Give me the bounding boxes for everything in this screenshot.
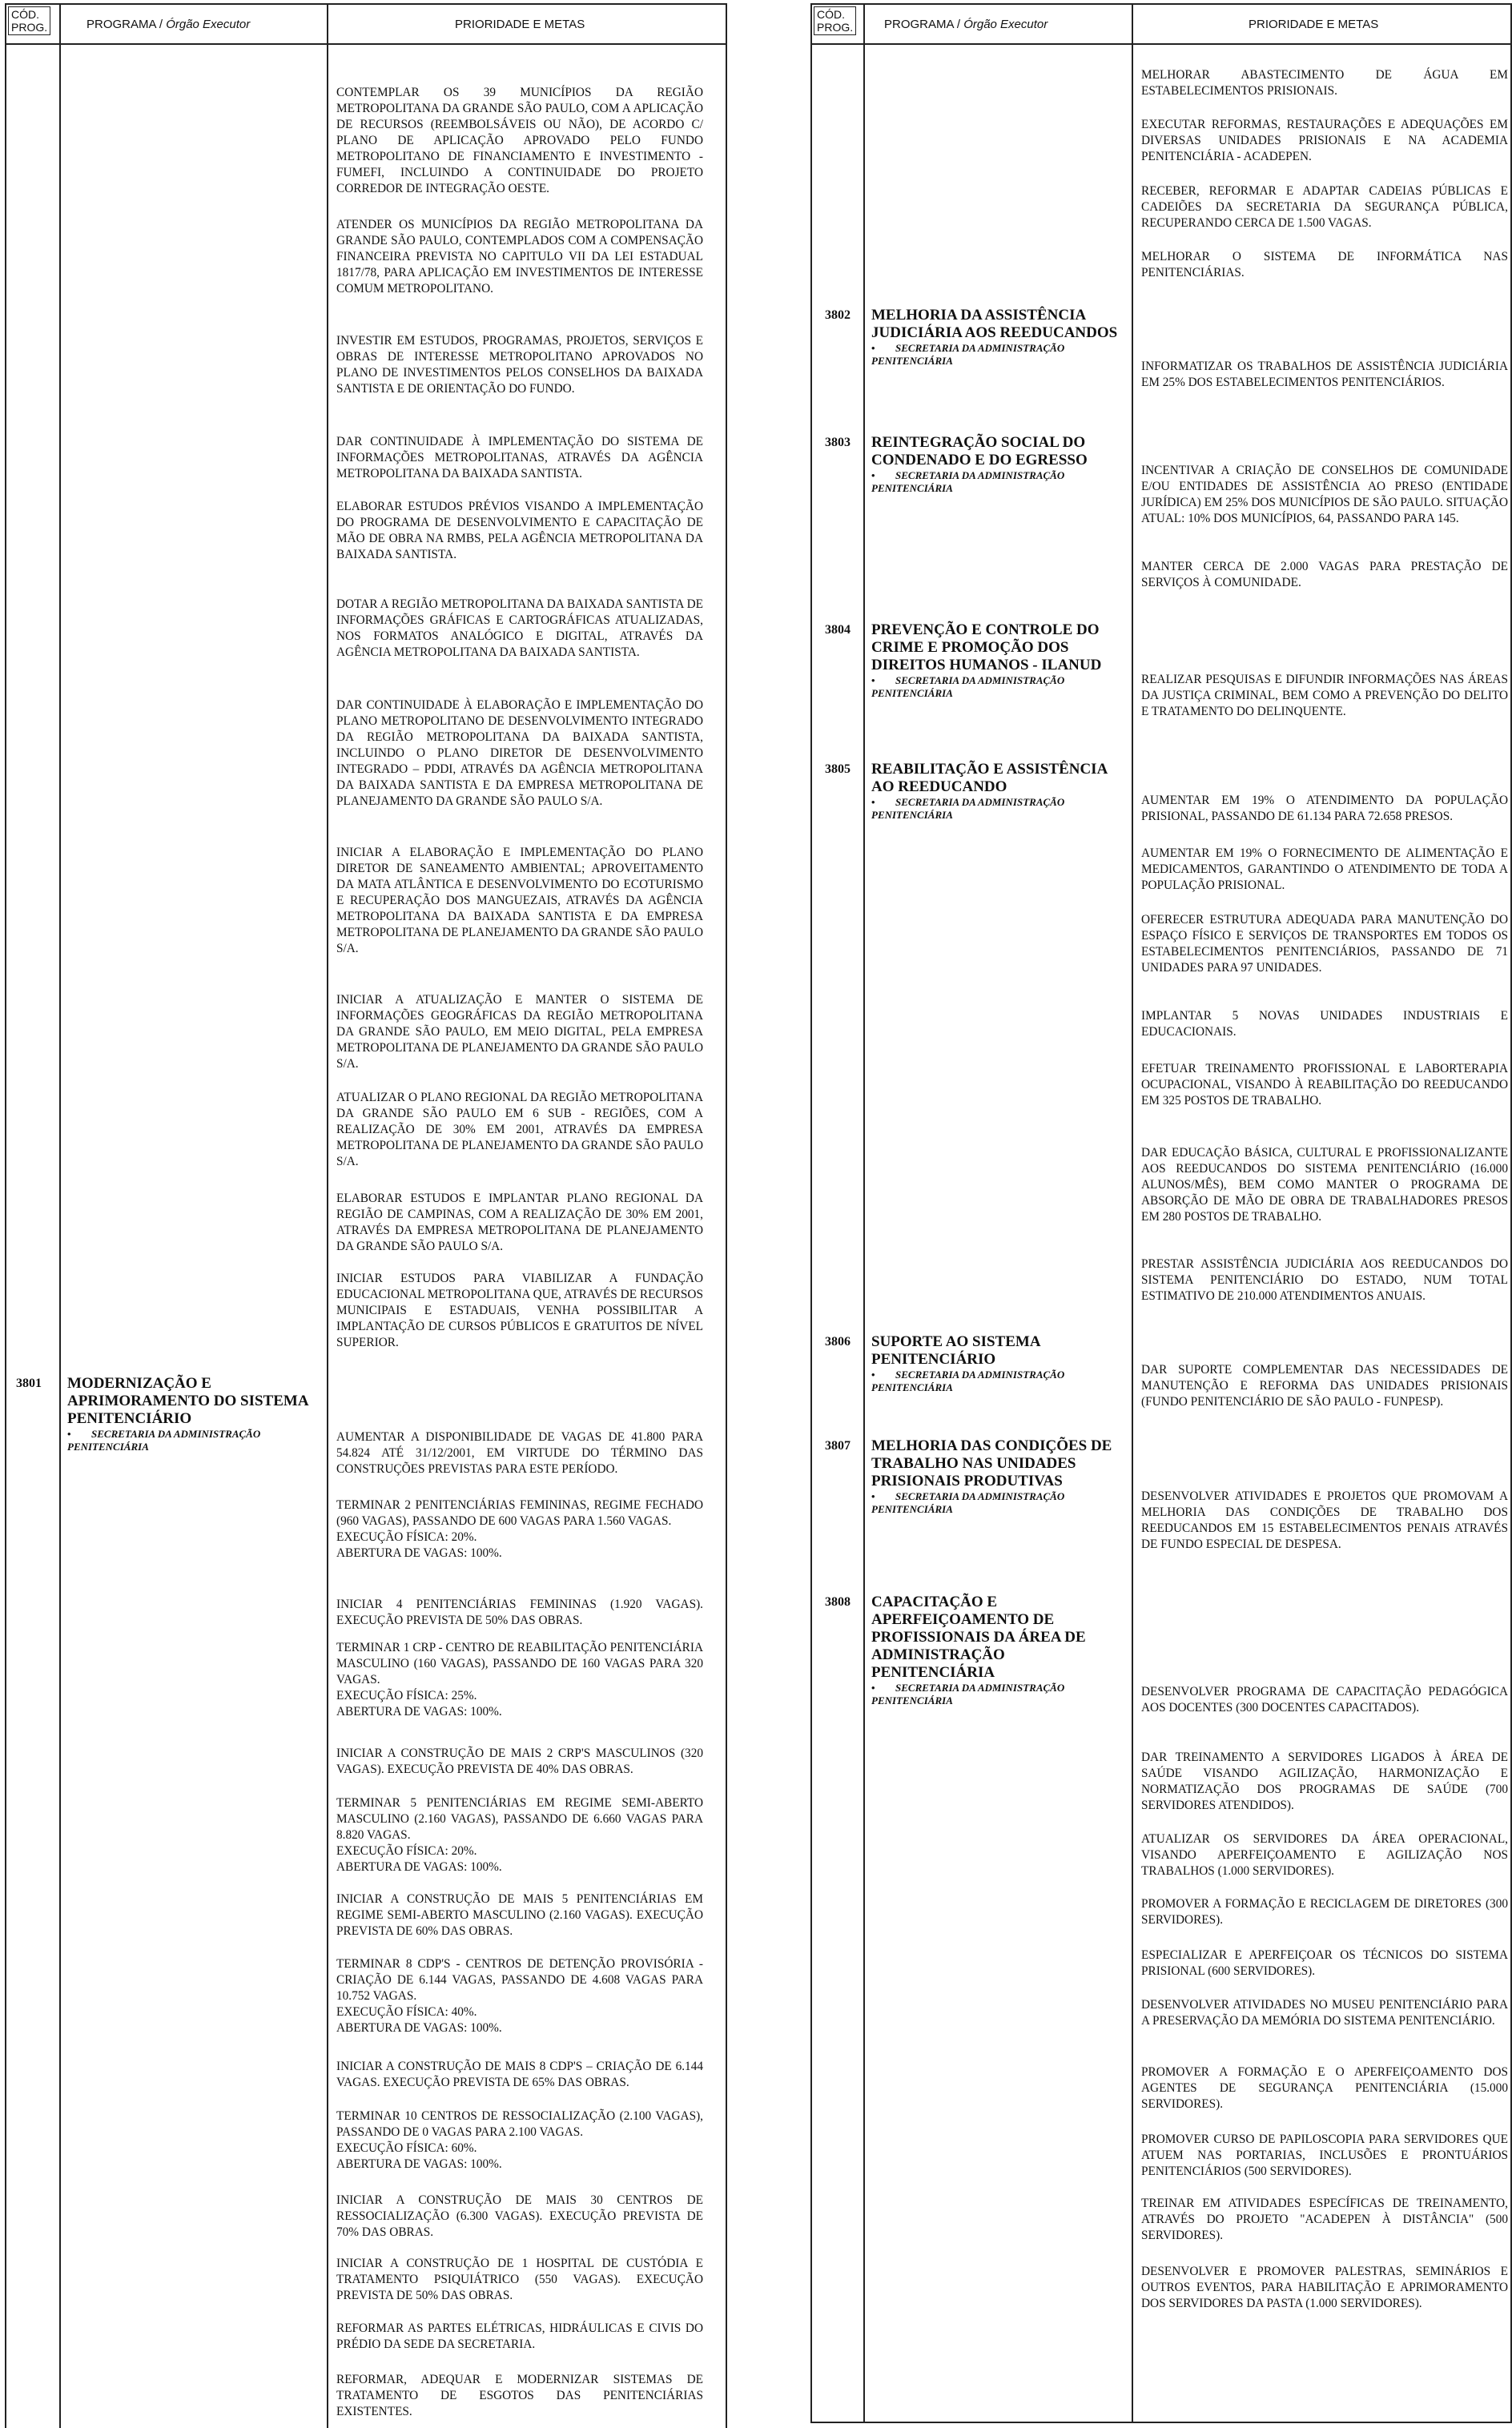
goal-item: REFORMAR AS PARTES ELÉTRICAS, HIDRÁULICAS E CIVIS DO PRÉDIO DA SEDE DA SECRETARIA. (336, 2321, 703, 2351)
program-code: 3807 (825, 1439, 850, 1453)
executor-name: SECRETARIA DA ADMINISTRAÇÃO PENITENCIÁRIA (67, 1428, 261, 1453)
goal-item: INICIAR 4 PENITENCIÁRIAS FEMININAS (1.920 VAGAS). EXECUÇÃO PREVISTA DE 50% DAS OBRAS. (336, 1598, 703, 1627)
goal-item: AUMENTAR EM 19% O ATENDIMENTO DA POPULAÇÃO PRISIONAL, PASSANDO DE 61.134 PARA 72.658 PRESOS. (1141, 794, 1508, 823)
goal-item: INICIAR A CONSTRUÇÃO DE MAIS 30 CENTROS DE RESSOCIALIZAÇÃO (6.300 VAGAS). EXECUÇÃO PREVISTA DE 70% DAS OBRAS. (336, 2193, 703, 2239)
program-name: MELHORIA DA ASSISTÊNCIA JUDICIÁRIA AOS REEDUCANDOS (871, 307, 1118, 341)
program-executor (871, 1369, 1120, 1394)
goal-item: DOTAR A REGIÃO METROPOLITANA DA BAIXADA SANTISTA DE INFORMAÇÕES GRÁFICAS E CARTOGRÁFICAS ATUALIZADAS, NOS FORMATOS ANALÓGICO E DIGITAL, ATRAVÉS DA AGÊNCIA METROPOLITANA DA BAIXADA SANTISTA. (336, 597, 703, 659)
goal-item: ATENDER OS MUNICÍPIOS DA REGIÃO METROPOLITANA DA GRANDE SÃO PAULO, CONTEMPLADOS COM A COMPENSAÇÃO FINANCEIRA PREVISTA NO CAPITULO VII DA LEI ESTADUAL 1817/78, PARA APLICAÇÃO EM INVESTIMENTOS DE INTERESSE COMUM METROPOLITANO. (336, 218, 703, 295)
code-label-2: PROG. (817, 21, 854, 34)
executor-name: SECRETARIA DA ADMINISTRAÇÃO PENITENCIÁRIA (871, 1369, 1065, 1393)
code-label: CÓD. (817, 8, 845, 21)
bullet-icon: • (871, 796, 875, 808)
goal-item: EFETUAR TREINAMENTO PROFISSIONAL E LABORTERAPIA OCUPACIONAL, VISANDO À REABILITAÇÃO DO REEDUCANDO EM 325 POSTOS DE TRABALHO. (1141, 1062, 1508, 1107)
goal-item: ESPECIALIZAR E APERFEIÇOAR OS TÉCNICOS DO SISTEMA PRISIONAL (600 SERVIDORES). (1141, 1948, 1508, 1978)
goal-item: TERMINAR 2 PENITENCIÁRIAS FEMININAS, REGIME FECHADO (960 VAGAS), PASSANDO DE 600 VAGAS PARA 1.560 VAGAS. EXECUÇÃO FÍSICA: 20%. ABERTURA DE VAGAS: 100%. (336, 1498, 703, 1560)
program-code: 3805 (825, 762, 850, 776)
program-entry (871, 434, 1120, 495)
goal-item: DAR EDUCAÇÃO BÁSICA, CULTURAL E PROFISSIONALIZANTE AOS REEDUCANDOS DO SISTEMA PENITENCIÁRIO (16.000 ALUNOS/MÊS), BEM COMO MANTER O PROGRAMA DE ABSORÇÃO DE MÃO DE OBRA DE TRABALHADORES PRESOS EM 280 POSTOS DE TRABALHO. (1141, 1146, 1508, 1224)
executor-name: SECRETARIA DA ADMINISTRAÇÃO PENITENCIÁRIA (871, 796, 1065, 821)
goal-item: INICIAR A CONSTRUÇÃO DE MAIS 8 CDP'S – CRIAÇÃO DE 6.144 VAGAS. EXECUÇÃO PREVISTA DE 65% DAS OBRAS. (336, 2060, 703, 2089)
code-label-2: PROG. (11, 21, 48, 34)
program-entry (871, 761, 1120, 822)
program-executor (871, 796, 1120, 822)
program-executor (871, 674, 1120, 700)
priorities-column-header: PRIORIDADE E METAS (455, 18, 585, 31)
goal-item: INVESTIR EM ESTUDOS, PROGRAMAS, PROJETOS, SERVIÇOS E OBRAS DE INTERESSE METROPOLITANO APROVADOS NO PLANO DE INVESTIMENTOS PELOS CONSELHOS DA BAIXADA SANTISTA E DE ORIENTAÇÃO DO FUNDO. (336, 334, 703, 396)
program-code: 3801 (16, 1377, 42, 1390)
goal-item: RECEBER, REFORMAR E ADAPTAR CADEIAS PÚBLICAS E CADEIÕES DA SECRETARIA DA SEGURANÇA PÚBLICA, RECUPERANDO CERCA DE 1.500 VAGAS. (1141, 184, 1508, 230)
column-divider (327, 3, 328, 2428)
program-executor (871, 342, 1120, 368)
bullet-icon: • (871, 342, 875, 354)
goal-item: PROMOVER A FORMAÇÃO E O APERFEIÇOAMENTO DOS AGENTES DE SEGURANÇA PENITENCIÁRIA (15.000 SERVIDORES). (1141, 2065, 1508, 2111)
executor-label: Órgão Executor (963, 18, 1048, 31)
program-label: PROGRAMA / (884, 18, 964, 31)
goal-item: DESENVOLVER PROGRAMA DE CAPACITAÇÃO PEDAGÓGICA AOS DOCENTES (300 DOCENTES CAPACITADOS). (1141, 1685, 1508, 1714)
table-header (812, 3, 1510, 45)
goal-item: CONTEMPLAR OS 39 MUNICÍPIOS DA REGIÃO METROPOLITANA DA GRANDE SÃO PAULO, COM A APLICAÇÃO DE RECURSOS (REEMBOLSÁVEIS OU NÃO), DE ACORDO C/ PLANO DE APLICAÇÃO APROVADO PELO FUNDO METROPOLITANO DE FINANCIAMENTO E INVESTIMENTO - FUMEFI, INCLUINDO A CONTINUIDADE DO PROJETO CORREDOR DE INTEGRAÇÃO OESTE. (336, 86, 703, 195)
program-name: MELHORIA DAS CONDIÇÕES DE TRABALHO NAS UNIDADES PRISIONAIS PRODUTIVAS (871, 1437, 1112, 1489)
goal-item: DESENVOLVER ATIVIDADES E PROJETOS QUE PROMOVAM A MELHORIA DAS CONDIÇÕES DE TRABALHO DOS REEDUCANDOS EM 15 ESTABELECIMENTOS PENAIS ATRAVÉS DE FUNDO ESPECIAL DE DESPESA. (1141, 1489, 1508, 1551)
goal-item: DAR SUPORTE COMPLEMENTAR DAS NECESSIDADES DE MANUTENÇÃO E REFORMA DAS UNIDADES PRISIONAIS (FUNDO PENITENCIÁRIO DE SÃO PAULO - FUNPESP). (1141, 1363, 1508, 1409)
executor-name: SECRETARIA DA ADMINISTRAÇÃO PENITENCIÁRIA (871, 674, 1065, 699)
program-name: MODERNIZAÇÃO E APRIMORAMENTO DO SISTEMA PENITENCIÁRIO (67, 1375, 308, 1427)
program-name: SUPORTE AO SISTEMA PENITENCIÁRIO (871, 1333, 1040, 1368)
goal-item: DAR CONTINUIDADE À IMPLEMENTAÇÃO DO SISTEMA DE INFORMAÇÕES METROPOLITANAS, ATRAVÉS DA AGÊNCIA METROPOLITANA DA BAIXADA SANTISTA. (336, 435, 703, 480)
goal-item: ELABORAR ESTUDOS PRÉVIOS VISANDO A IMPLEMENTAÇÃO DO PROGRAMA DE DESENVOLVIMENTO E CAPACITAÇÃO DE MÃO DE OBRA NA RMBS, PELA AGÊNCIA METROPOLITANA DA BAIXADA SANTISTA. (336, 500, 703, 561)
left-page (5, 3, 727, 2428)
goal-item: TREINAR EM ATIVIDADES ESPECÍFICAS DE TREINAMENTO, ATRAVÉS DO PROJETO "ACADEPEN À DISTÂNCIA" (500 SERVIDORES). (1141, 2197, 1508, 2242)
goal-item: INICIAR ESTUDOS PARA VIABILIZAR A FUNDAÇÃO EDUCACIONAL METROPOLITANA QUE, ATRAVÉS DE RECURSOS MUNICIPAIS E ESTADUAIS, VENHA POSSIBILITAR A IMPLANTAÇÃO DE CURSOS PÚBLICOS E GRATUITOS DE NÍVEL SUPERIOR. (336, 1272, 703, 1349)
program-label: PROGRAMA / (86, 18, 167, 31)
code-column-header (814, 6, 856, 35)
goal-item: INCENTIVAR A CRIAÇÃO DE CONSELHOS DE COMUNIDADE E/OU ENTIDADES DE ASSISTÊNCIA AO PRESO (ENTIDADE JURÍDICA) EM 25% DOS MUNICÍPIOS DE SÃO PAULO. SITUAÇÃO ATUAL: 10% DOS MUNICÍPIOS, 64, PASSANDO PARA 145. (1141, 464, 1508, 525)
executor-name: SECRETARIA DA ADMINISTRAÇÃO PENITENCIÁRIA (871, 1682, 1065, 1706)
goal-item: REALIZAR PESQUISAS E DIFUNDIR INFORMAÇÕES NAS ÁREAS DA JUSTIÇA CRIMINAL, BEM COMO A PREVENÇÃO DO DELITO E TRATAMENTO DO DELINQUENTE. (1141, 673, 1508, 718)
goal-item: MANTER CERCA DE 2.000 VAGAS PARA PRESTAÇÃO DE SERVIÇOS À COMUNIDADE. (1141, 560, 1508, 589)
program-executor (67, 1428, 316, 1453)
goal-item: EXECUTAR REFORMAS, RESTAURAÇÕES E ADEQUAÇÕES EM DIVERSAS UNIDADES PRISIONAIS E NA ACADEMIA PENITENCIÁRIA - ACADEPEN. (1141, 118, 1508, 163)
goal-item: ATUALIZAR OS SERVIDORES DA ÁREA OPERACIONAL, VISANDO APERFEIÇOAMENTO E AGILIZAÇÃO NOS TRABALHOS (1.000 SERVIDORES). (1141, 1832, 1508, 1878)
goal-item: TERMINAR 1 CRP - CENTRO DE REABILITAÇÃO PENITENCIÁRIA MASCULINO (160 VAGAS), PASSANDO DE 160 VAGAS PARA 320 VAGAS. EXECUÇÃO FÍSICA: 25%. ABERTURA DE VAGAS: 100%. (336, 1641, 703, 1718)
program-entry (871, 1594, 1120, 1707)
program-executor (871, 1490, 1120, 1516)
program-entry (871, 1437, 1120, 1516)
program-executor (871, 1682, 1120, 1707)
goal-item: ATUALIZAR O PLANO REGIONAL DA REGIÃO METROPOLITANA DA GRANDE SÃO PAULO EM 6 SUB - REGIÕES, COM A REALIZAÇÃO DE 30% EM 2001, ATRAVÉS DA EMPRESA METROPOLITANA DE PLANEJAMENTO DA GRANDE SÃO PAULO S/A. (336, 1091, 703, 1168)
right-page (810, 3, 1512, 2423)
executor-name: SECRETARIA DA ADMINISTRAÇÃO PENITENCIÁRIA (871, 1490, 1065, 1515)
program-code: 3802 (825, 308, 850, 322)
column-divider (1132, 3, 1133, 2422)
program-column-header (86, 18, 250, 31)
code-label: CÓD. (11, 8, 39, 21)
program-name: PREVENÇÃO E CONTROLE DO CRIME E PROMOÇÃO DOS DIREITOS HUMANOS - ILANUD (871, 621, 1102, 673)
goal-item: ELABORAR ESTUDOS E IMPLANTAR PLANO REGIONAL DA REGIÃO DE CAMPINAS, COM A REALIZAÇÃO DE 30% EM 2001, ATRAVÉS DA EMPRESA METROPOLITANA DE PLANEJAMENTO DA GRANDE SÃO PAULO S/A. (336, 1192, 703, 1253)
goal-item: AUMENTAR A DISPONIBILIDADE DE VAGAS DE 41.800 PARA 54.824 ATÉ 31/12/2001, EM VIRTUDE DO TÉRMINO DAS CONSTRUÇÕES PREVISTAS PARA ESTE PERÍODO. (336, 1430, 703, 1476)
program-entry (871, 1333, 1120, 1394)
bullet-icon: • (871, 1682, 875, 1694)
executor-name: SECRETARIA DA ADMINISTRAÇÃO PENITENCIÁRIA (871, 342, 1065, 367)
program-name: REINTEGRAÇÃO SOCIAL DO CONDENADO E DO EGRESSO (871, 434, 1088, 468)
program-column-header (884, 18, 1048, 31)
goal-item: PRESTAR ASSISTÊNCIA JUDICIÁRIA AOS REEDUCANDOS DO SISTEMA PENITENCIÁRIO DO ESTADO, NUM TOTAL ESTIMATIVO DE 210.000 ATENDIMENTOS ANUAIS. (1141, 1257, 1508, 1303)
goal-item: INICIAR A CONSTRUÇÃO DE 1 HOSPITAL DE CUSTÓDIA E TRATAMENTO PSIQUIÁTRICO (550 VAGAS). EXECUÇÃO PREVISTA DE 50% DAS OBRAS. (336, 2257, 703, 2302)
bullet-icon: • (871, 1490, 875, 1502)
program-name: REABILITAÇÃO E ASSISTÊNCIA AO REEDUCANDO (871, 761, 1108, 795)
program-entry (871, 307, 1120, 368)
bullet-icon: • (67, 1428, 71, 1440)
program-name: CAPACITAÇÃO E APERFEIÇOAMENTO DE PROFISSIONAIS DA ÁREA DE ADMINISTRAÇÃO PENITENCIÁRIA (871, 1594, 1086, 1681)
goal-item: DAR TREINAMENTO A SERVIDORES LIGADOS À ÁREA DE SAÚDE VISANDO AGILIZAÇÃO, HARMONIZAÇÃO E NORMATIZAÇÃO DOS PROGRAMAS DE SAÚDE (700 SERVIDORES ATENDIDOS). (1141, 1751, 1508, 1812)
goal-item: MELHORAR ABASTECIMENTO DE ÁGUA EM ESTABELECIMENTOS PRISIONAIS. (1141, 68, 1508, 98)
priorities-column-header: PRIORIDADE E METAS (1249, 18, 1379, 31)
code-column-header (8, 6, 50, 35)
goal-item: INFORMATIZAR OS TRABALHOS DE ASSISTÊNCIA JUDICIÁRIA EM 25% DOS ESTABELECIMENTOS PENITENCIÁRIOS. (1141, 360, 1508, 389)
goal-item: DESENVOLVER ATIVIDADES NO MUSEU PENITENCIÁRIO PARA A PRESERVAÇÃO DA MEMÓRIA DO SISTEMA PENITENCIÁRIO. (1141, 1998, 1508, 2028)
program-code: 3804 (825, 623, 850, 637)
goal-item: INICIAR A CONSTRUÇÃO DE MAIS 2 CRP'S MASCULINOS (320 VAGAS). EXECUÇÃO PREVISTA DE 40% DAS OBRAS. (336, 1747, 703, 1776)
goal-item: OFERECER ESTRUTURA ADEQUADA PARA MANUTENÇÃO DO ESPAÇO FÍSICO E SERVIÇOS DE TRANSPORTES EM TODOS OS ESTABELECIMENTOS PENITENCIÁRIOS, PASSANDO DE 71 UNIDADES PARA 97 UNIDADES. (1141, 913, 1508, 975)
bullet-icon: • (871, 1369, 875, 1381)
goal-item: INICIAR A ELABORAÇÃO E IMPLEMENTAÇÃO DO PLANO DIRETOR DE SANEAMENTO AMBIENTAL; APROVEITAMENTO DA MATA ATLÂNTICA E DESENVOLVIMENTO DO ECOTURISMO E RECUPERAÇÃO DOS MANGUEZAIS, ATRAVÉS DA AGÊNCIA METROPOLITANA DA BAIXADA SANTISTA E DA EMPRESA METROPOLITANA DE PLANEJAMENTO DA GRANDE SÃO PAULO S/A. (336, 846, 703, 955)
goal-item: IMPLANTAR 5 NOVAS UNIDADES INDUSTRIAIS E EDUCACIONAIS. (1141, 1009, 1508, 1039)
goal-item: TERMINAR 10 CENTROS DE RESSOCIALIZAÇÃO (2.100 VAGAS), PASSANDO DE 0 VAGAS PARA 2.100 VAGAS. EXECUÇÃO FÍSICA: 60%. ABERTURA DE VAGAS: 100%. (336, 2109, 703, 2171)
column-divider (59, 3, 61, 2428)
goal-item: AUMENTAR EM 19% O FORNECIMENTO DE ALIMENTAÇÃO E MEDICAMENTOS, GARANTINDO O ATENDIMENTO DE TODA A POPULAÇÃO PRISIONAL. (1141, 846, 1508, 892)
table-header (6, 3, 726, 45)
goal-item: INICIAR A CONSTRUÇÃO DE MAIS 5 PENITENCIÁRIAS EM REGIME SEMI-ABERTO MASCULINO (2.160 VAGAS). EXECUÇÃO PREVISTA DE 60% DAS OBRAS. (336, 1892, 703, 1938)
bullet-icon: • (871, 469, 875, 481)
goal-item: DAR CONTINUIDADE À ELABORAÇÃO E IMPLEMENTAÇÃO DO PLANO METROPOLITANO DE DESENVOLVIMENTO INTEGRADO DA REGIÃO METROPOLITANA DA BAIXADA SANTISTA, INCLUINDO O PLANO DIRETOR DE DESENVOLVIMENTO INTEGRADO – PDDI, ATRAVÉS DA AGÊNCIA METROPOLITANA DA BAIXADA SANTISTA E DA EMPRESA METROPOLITANA DE PLANEJAMENTO DA GRANDE SÃO PAULO S/A. (336, 698, 703, 808)
program-executor (871, 469, 1120, 495)
goal-item: PROMOVER CURSO DE PAPILOSCOPIA PARA SERVIDORES QUE ATUEM NAS PORTARIAS, INCLUSÕES E PRONTUÁRIOS PENITENCIÁRIOS (500 SERVIDORES). (1141, 2133, 1508, 2178)
program-code: 3806 (825, 1335, 850, 1349)
program-code: 3808 (825, 1595, 850, 1609)
program-entry (67, 1375, 316, 1453)
goal-item: MELHORAR O SISTEMA DE INFORMÁTICA NAS PENITENCIÁRIAS. (1141, 250, 1508, 279)
goal-item: INICIAR A ATUALIZAÇÃO E MANTER O SISTEMA DE INFORMAÇÕES GEOGRÁFICAS DA REGIÃO METROPOLITANA DA GRANDE SÃO PAULO, EM MEIO DIGITAL, PELA EMPRESA METROPOLITANA DE PLANEJAMENTO DA GRANDE SÃO PAULO S/A. (336, 993, 703, 1071)
column-divider (863, 3, 865, 2422)
goal-item: TERMINAR 5 PENITENCIÁRIAS EM REGIME SEMI-ABERTO MASCULINO (2.160 VAGAS), PASSANDO DE 6.660 VAGAS PARA 8.820 VAGAS. EXECUÇÃO FÍSICA: 20%. ABERTURA DE VAGAS: 100%. (336, 1796, 703, 1874)
executor-name: SECRETARIA DA ADMINISTRAÇÃO PENITENCIÁRIA (871, 469, 1065, 494)
program-code: 3803 (825, 436, 850, 449)
goal-item: TERMINAR 8 CDP'S - CENTROS DE DETENÇÃO PROVISÓRIA - CRIAÇÃO DE 6.144 VAGAS, PASSANDO DE 4.608 VAGAS PARA 10.752 VAGAS. EXECUÇÃO FÍSICA: 40%. ABERTURA DE VAGAS: 100%. (336, 1957, 703, 2035)
executor-label: Órgão Executor (166, 18, 251, 31)
goal-item: DESENVOLVER E PROMOVER PALESTRAS, SEMINÁRIOS E OUTROS EVENTOS, PARA HABILITAÇÃO E APRIMORAMENTO DOS SERVIDORES DA PASTA (1.000 SERVIDORES). (1141, 2265, 1508, 2310)
bullet-icon: • (871, 674, 875, 686)
goal-item: REFORMAR, ADEQUAR E MODERNIZAR SISTEMAS DE TRATAMENTO DE ESGOTOS DAS PENITENCIÁRIAS EXISTENTES. (336, 2373, 703, 2418)
program-entry (871, 621, 1120, 700)
goal-item: PROMOVER A FORMAÇÃO E RECICLAGEM DE DIRETORES (300 SERVIDORES). (1141, 1897, 1508, 1927)
